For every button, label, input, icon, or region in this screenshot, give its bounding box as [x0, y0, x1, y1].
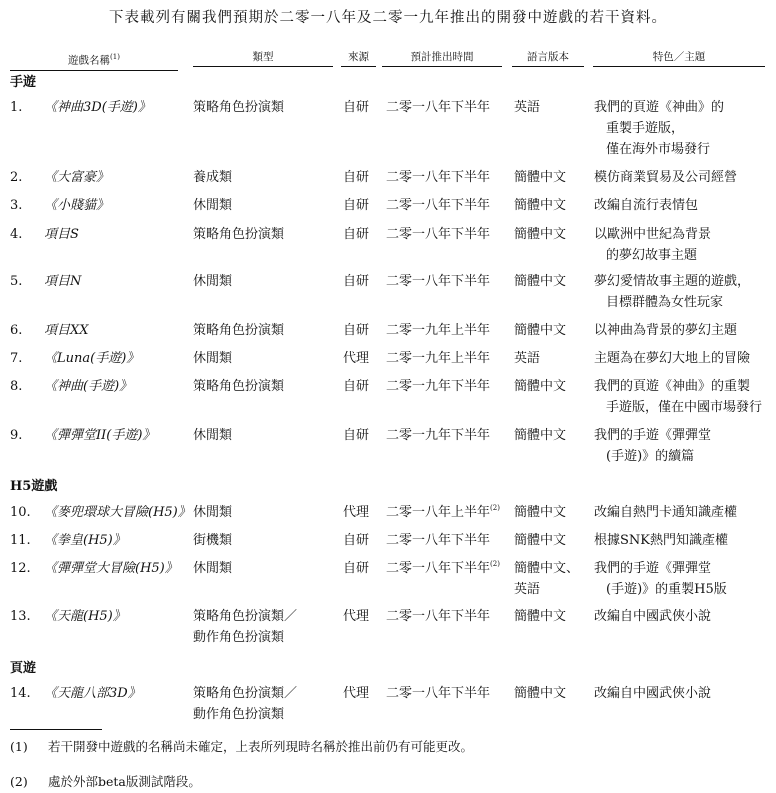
game-feature: 以歐洲中世紀為背景: [594, 227, 712, 242]
release-note-marker: (2): [490, 560, 500, 568]
language-version: 簡體中文: [514, 274, 567, 289]
game-source: 自研: [343, 100, 370, 115]
footnote-divider: [10, 729, 102, 730]
release-time: 二零一八年下半年: [386, 170, 491, 185]
intro-text: 下表載列有關我們預期於二零一八年及二零一九年推出的開發中遊戲的若干資料。: [109, 10, 667, 26]
game-name: 《神曲(手遊)》: [44, 379, 133, 394]
row-number: 5.: [10, 274, 23, 289]
header-source: 來源: [341, 50, 376, 67]
game-source: 代理: [343, 686, 370, 701]
row-number: 3.: [10, 198, 23, 213]
game-name: 項目N: [44, 274, 82, 289]
game-source: 自研: [343, 170, 370, 185]
row-number: 7.: [10, 351, 23, 366]
language-version: 簡體中文: [514, 170, 567, 185]
game-feature: (手遊)》的重製H5版: [606, 582, 727, 597]
game-feature: 我們的頁遊《神曲》的重製: [594, 379, 751, 394]
game-type: 休閒類: [193, 351, 233, 366]
game-feature: (手遊)》的續篇: [606, 449, 695, 464]
release-time: 二零一九年上半年: [386, 351, 491, 366]
row-number: 4.: [10, 227, 23, 242]
language-version: 簡體中文: [514, 609, 567, 624]
game-type: 策略角色扮演類／: [193, 609, 298, 624]
game-type: 休閒類: [193, 198, 233, 213]
game-feature: 我們的手遊《彈彈堂: [594, 561, 712, 576]
game-feature: 改編自熱門卡通知識產權: [594, 505, 738, 520]
header-features: 特色／主題: [593, 50, 765, 67]
game-feature: 目標群體為女性玩家: [606, 295, 724, 310]
game-name: 《彈彈堂大冒險(H5)》: [44, 561, 178, 576]
game-type: 策略角色扮演類／: [193, 686, 298, 701]
row-number: 9.: [10, 428, 23, 443]
game-source: 自研: [343, 198, 370, 213]
game-type: 策略角色扮演類: [193, 379, 285, 394]
game-type: 休閒類: [193, 428, 233, 443]
game-name: 《神曲3D(手遊)》: [44, 100, 151, 115]
game-feature: 根據SNK熱門知識產權: [594, 533, 728, 548]
language-version: 英語: [514, 351, 541, 366]
row-number: 11.: [10, 533, 31, 548]
game-name: 《天龍(H5)》: [44, 609, 126, 624]
game-source: 自研: [343, 561, 370, 576]
game-name: 《Luna(手遊)》: [44, 351, 140, 366]
language-version: 簡體中文: [514, 686, 567, 701]
game-feature: 模仿商業貿易及公司經營: [594, 170, 738, 185]
language-version: 簡體中文: [514, 379, 567, 394]
header-release: 預計推出時間: [382, 50, 502, 67]
language-version: 簡體中文: [514, 505, 567, 520]
row-number: 1.: [10, 100, 23, 115]
row-number: 10.: [10, 505, 31, 520]
game-name: 項目S: [44, 227, 79, 242]
release-time: 二零一九年上半年: [386, 323, 491, 338]
row-number: 13.: [10, 609, 31, 624]
release-time: 二零一八年上半年$^{(2)}$: [386, 504, 500, 520]
row-number: 6.: [10, 323, 23, 338]
game-type: 動作角色扮演類: [193, 707, 285, 722]
game-feature: 重製手遊版，: [606, 121, 685, 136]
game-type: 休閒類: [193, 274, 233, 289]
row-number: 8.: [10, 379, 23, 394]
game-name: 《麥兜環球大冒險(H5)》: [44, 505, 191, 520]
row-number: 12.: [10, 561, 31, 576]
game-source: 自研: [343, 323, 370, 338]
game-name: 《拳皇(H5)》: [44, 533, 126, 548]
language-version: 簡體中文: [514, 533, 567, 548]
game-source: 代理: [343, 351, 370, 366]
game-feature: 夢幻愛情故事主題的遊戲，: [594, 274, 751, 289]
game-name: 《天龍八部3D》: [44, 686, 141, 701]
language-version: 英語: [514, 582, 541, 597]
game-name: 項目XX: [44, 323, 89, 338]
game-feature: 我們的手遊《彈彈堂: [594, 428, 712, 443]
game-type: 街機類: [193, 533, 233, 548]
language-version: 簡體中文: [514, 198, 567, 213]
header-language: 語言版本: [512, 50, 584, 67]
header-type: 類型: [193, 50, 333, 67]
game-name: 《小賤貓》: [44, 198, 110, 213]
game-feature: 僅在海外市場發行: [606, 142, 711, 157]
game-source: 自研: [343, 379, 370, 394]
game-feature: 主題為在夢幻大地上的冒險: [594, 351, 751, 366]
game-feature: 我們的頁遊《神曲》的: [594, 100, 725, 115]
footnote-1: (1) 若干開發中遊戲的名稱尚未確定，上表所列現時名稱於推出前仍有可能更改。: [10, 739, 474, 754]
game-type: 養成類: [193, 170, 233, 185]
language-version: 簡體中文: [514, 227, 567, 242]
language-version: 簡體中文: [514, 428, 567, 443]
release-time: 二零一八年下半年: [386, 198, 491, 213]
release-time: 二零一九年下半年: [386, 379, 491, 394]
release-time: 二零一八年下半年: [386, 274, 491, 289]
section-web-games: 頁遊: [10, 661, 37, 676]
footnote-2: (2) 處於外部beta版測試階段。: [10, 774, 201, 789]
release-time: 二零一八年下半年$^{(2)}$: [386, 560, 500, 576]
game-type: 策略角色扮演類: [193, 227, 285, 242]
header-game-name: 遊戲名稱$^{(1)}$: [10, 50, 178, 71]
game-feature: 手遊版，僅在中國市場發行: [606, 400, 763, 415]
section-h5-games: H5遊戲: [10, 479, 58, 494]
game-name: 《大富豪》: [44, 170, 110, 185]
release-note-marker: (2): [490, 504, 500, 512]
language-version: 簡體中文: [514, 323, 567, 338]
game-type: 休閒類: [193, 561, 233, 576]
game-feature: 改編自中國武俠小說: [594, 686, 712, 701]
row-number: 2.: [10, 170, 23, 185]
game-source: 自研: [343, 533, 370, 548]
game-type: 休閒類: [193, 505, 233, 520]
game-type: 動作角色扮演類: [193, 630, 285, 645]
game-source: 代理: [343, 609, 370, 624]
release-time: 二零一九年下半年: [386, 428, 491, 443]
row-number: 14.: [10, 686, 31, 701]
game-name: 《彈彈堂II(手遊)》: [44, 428, 156, 443]
game-feature: 改編自中國武俠小說: [594, 609, 712, 624]
game-type: 策略角色扮演類: [193, 100, 285, 115]
release-time: 二零一八年下半年: [386, 686, 491, 701]
game-type: 策略角色扮演類: [193, 323, 285, 338]
game-source: 自研: [343, 274, 370, 289]
game-source: 自研: [343, 428, 370, 443]
game-source: 代理: [343, 505, 370, 520]
language-version: 英語: [514, 100, 541, 115]
section-mobile-games: 手遊: [10, 75, 37, 90]
language-version: 簡體中文、: [514, 561, 580, 576]
game-feature: 的夢幻故事主題: [606, 248, 698, 263]
game-feature: 以神曲為背景的夢幻主題: [594, 323, 738, 338]
release-time: 二零一八年下半年: [386, 533, 491, 548]
game-feature: 改編自流行表情包: [594, 198, 699, 213]
release-time: 二零一八年下半年: [386, 609, 491, 624]
release-time: 二零一八年下半年: [386, 100, 491, 115]
release-time: 二零一八年下半年: [386, 227, 491, 242]
game-source: 自研: [343, 227, 370, 242]
